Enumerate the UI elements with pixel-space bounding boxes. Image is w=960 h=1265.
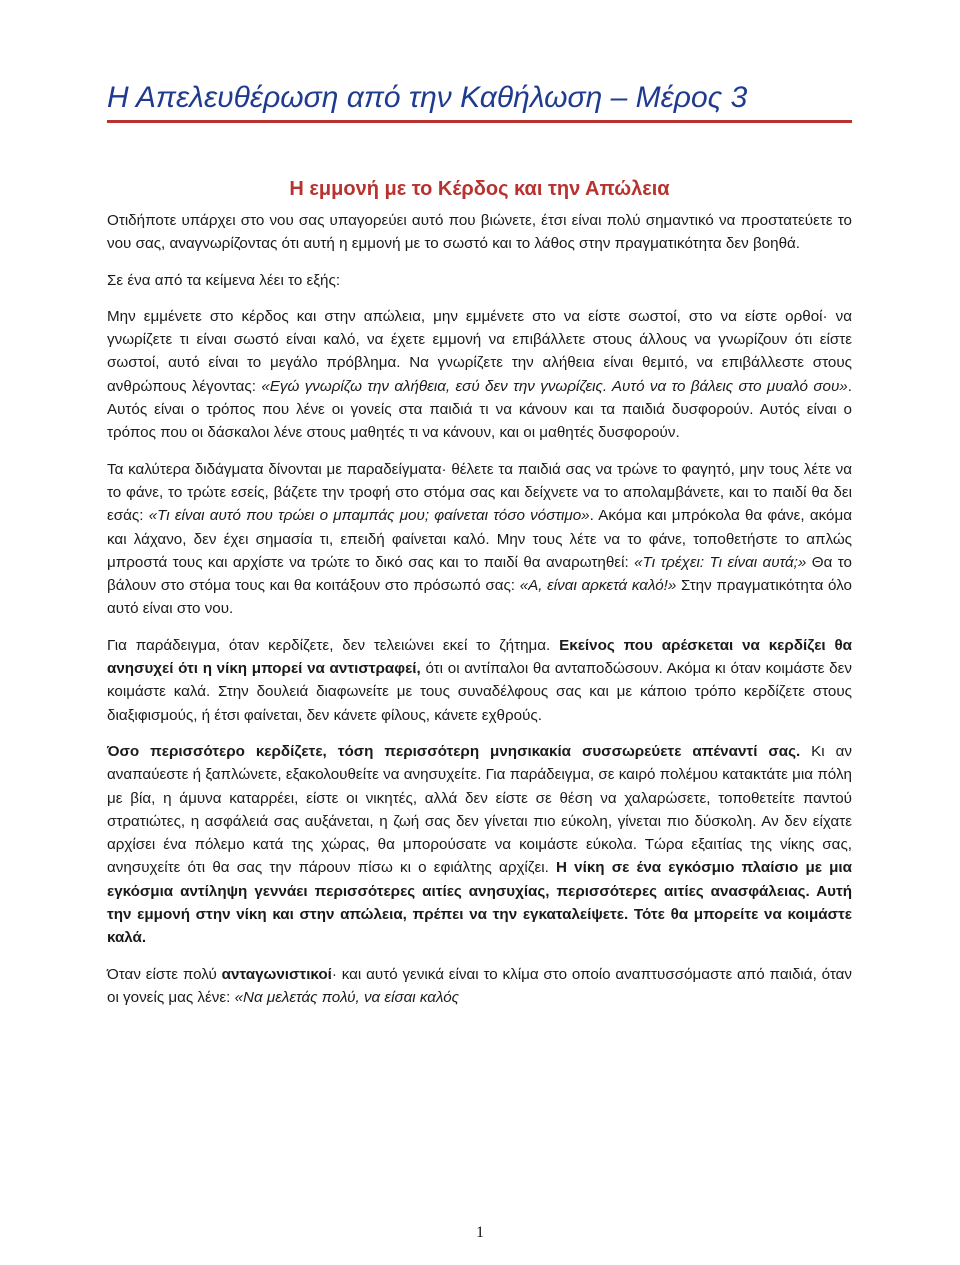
text-run: Στην πραγματικότητα όλο αυτό είναι στο νου. [107,577,852,618]
text-run: Μην εμμένετε στο κέρδος και στην απώλεια, μην εμμένετε στο να είστε σωστοί, στο να είστε ορθοί· να γνωρίζετε τι είναι σωστό είναι καλό, να έχετε εμμονή να επιβάλλετε στους άλλους να γνωρίζουν ότι είστε σωστοί, αυτό είναι το μεγάλο πρόβλημα. Να γνωρίζετε την αλήθεια είναι θεμιτό, να επιβάλλεστε στους ανθρώπους λέγοντας: [107,307,852,395]
text-run: Όταν είστε πολύ [107,965,222,983]
text-run: Τα καλύτερα διδάγματα δίνονται με παραδείγματα· θέλετε τα παιδιά σας να τρώνε το φαγητό, μην τους λέτε να το φάνε, το τρώτε εσείς, βάζετε την τροφή στο στόμα σας και δείχνετε να το απολαμβάνετε, και το παιδί θα δει εσάς: [107,460,852,525]
text-run: Κι αν αναπαύεστε ή ξαπλώνετε, εξακολουθείτε να ανησυχείτε. Για παράδειγμα, σε καιρό πολέμου κατακτάτε μια πόλη με βία, η άμυνα καταρρέει, είστε οι νικητές, αλλά δεν είστε σε θέση να χαλαρώσετε, τοποθετείτε παντού στρατιώτες, η ασφάλειά σας αυξάνεται, η ζωή σας δεν γίνεται πιο εύκολη, γίνεται πιο δύσκολη. Αν δεν είχατε αρχίσει ένα πόλεμο κατά της χώρας, θα μπορούσατε να κοιμάστε εύκολα. Τώρα εξαιτίας της νίκης σας, ανησυχείτε ότι θα σας την πάρουν πίσω κι ο εφιάλτης αρχίζει. [107,742,852,877]
paragraph-5 [107,634,852,727]
italic-quote: «Εγώ γνωρίζω την αλήθεια, εσύ δεν την γνωρίζεις. Αυτό να το βάλεις στο μυαλό σου» [261,377,848,395]
bold-emphasis: Όσο περισσότερο κερδίζετε, τόση περισσότερη μνησικακία συσσωρεύετε απέναντί σας. [107,742,801,760]
italic-quote: «Τι είναι αυτό που τρώει ο μπαμπάς μου; φαίνεται τόσο νόστιμο» [148,507,590,525]
text-run: Σε ένα από τα κείμενα λέει το εξής: [107,271,341,289]
title-block [107,78,852,123]
bold-emphasis: Η νίκη σε ένα εγκόσμιο πλαίσιο με μια εγκόσμια αντίληψη γεννάει περισσότερες αιτίες ανησυχίας, περισσότερες αιτίες ανασφάλειας. Αυτή την εμμονή στην νίκη και στην απώλεια, πρέπει να την εγκαταλείψετε. Τότε θα μπορείτε να κοιμάστε καλά. [107,859,852,947]
italic-quote: «Α, είναι αρκετά καλό!» [519,577,677,595]
paragraph-3 [107,305,852,445]
paragraph-2 [107,269,852,292]
text-run: Οτιδήποτε υπάρχει στο νου σας υπαγορεύει αυτό που βιώνετε, έτσι είναι πολύ σημαντικό να προστατεύετε το νου σας, αναγνωρίζοντας ότι αυτή η εμμονή με το σωστό και το λάθος στην πραγματικότητα δεν βοηθά. [107,212,852,253]
paragraph-4 [107,458,852,621]
paragraph-6 [107,740,852,950]
text-run: . Ακόμα και μπρόκολα θα φάνε, ακόμα και λάχανο, δεν έχει σημασία τι, επειδή φαίνεται καλό. Μην τους λέτε να το φάνε, τοποθετήστε το απλώς μπροστά τους και αρχίστε να τρώτε το δικό σας και το παιδί θα αναρωτηθεί: [107,507,853,571]
section-heading: Η εμμονή με το Κέρδος και την Απώλεια [289,178,670,200]
bold-emphasis: ανταγωνιστικοί [221,965,332,983]
document-page [107,78,852,1009]
bold-emphasis: Εκείνος που αρέσκεται να κερδίζει θα ανησυχεί ότι η νίκη μπορεί να αντιστραφεί, [107,636,852,678]
text-run: . Αυτός είναι ο τρόπος που λένε οι γονείς στα παιδιά τι να κάνουν και τα παιδιά δυσφορούν. Αυτός είναι ο τρόπος που οι δάσκαλοι λένε στους μαθητές τι να κάνουν, και οι μαθητές δυσφορούν. [107,377,852,442]
text-run: Για παράδειγμα, όταν κερδίζετε, δεν τελειώνει εκεί το ζήτημα. [107,636,560,654]
paragraph-1 [107,209,852,256]
page-number: 1 [476,1224,484,1241]
italic-quote: «Να μελετάς πολύ, να είσαι καλός [234,988,460,1006]
text-run: ότι οι αντίπαλοι θα ανταποδώσουν. Ακόμα κι όταν κοιμάστε δεν κοιμάστε καλά. Στην δουλειά διαφωνείτε με τους συναδέλφους σας και με κάποιο τρόπο κερδίζετε στους διαξιφισμούς, ή έτσι φαίνεται, δεν κάνετε φίλους, κάνετε εχθρούς. [107,660,852,724]
text-run: · και αυτό γενικά είναι το κλίμα στο οποίο αναπτυσσόμαστε από παιδιά, όταν οι γονείς μας λένε: [107,965,852,1006]
paragraph-7 [107,963,852,1010]
document-title: Η Απελευθέρωση από την Καθήλωση – Μέρος 3 [107,81,748,114]
italic-quote: «Τι τρέχει: Τι είναι αυτά;» [634,553,807,571]
text-run: Θα το βάλουν στο στόμα τους και θα κοιτάξουν στο πρόσωπό σας: [107,553,852,595]
